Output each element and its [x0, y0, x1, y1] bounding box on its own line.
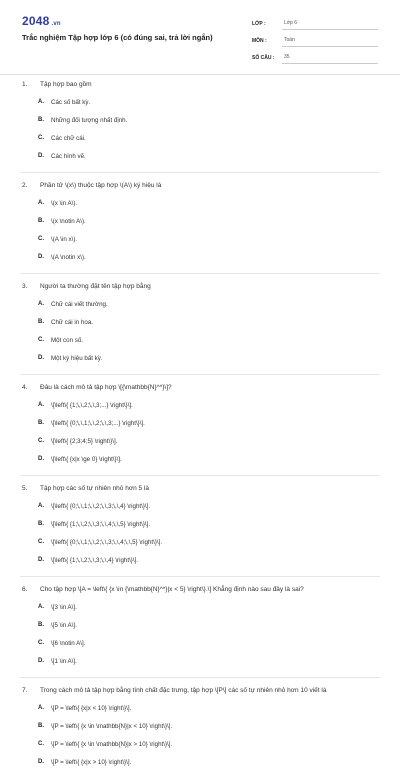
option-text: Các chữ cái.	[51, 135, 86, 142]
question-7	[0, 686, 400, 776]
answer-option-c[interactable]	[38, 336, 210, 345]
answer-option-b[interactable]	[38, 116, 210, 125]
option-letter: C.	[38, 135, 44, 141]
answer-option-a[interactable]	[38, 704, 210, 713]
question-text	[20, 80, 380, 89]
option-text: \[\left\{ {2;3;4;5} \right\}\].	[51, 438, 118, 445]
question-number: 6.	[22, 586, 28, 593]
option-text: \[\left\{ {0;\,\,1;\,\,2;\,\,3;\,\,4} \right\}\].	[51, 503, 151, 510]
question-divider	[20, 475, 380, 476]
option-text: Các số bất kỳ.	[51, 99, 91, 106]
question-body: Tập hợp các số tự nhiên nhỏ hơn 5 là	[40, 485, 149, 492]
question-5	[0, 484, 400, 577]
option-letter: C.	[38, 539, 44, 545]
option-letter: D.	[38, 658, 44, 664]
question-divider	[20, 576, 380, 577]
question-body: Tập hợp bao gồm	[40, 81, 92, 88]
option-letter: B.	[38, 218, 44, 224]
answer-option-c[interactable]	[38, 235, 210, 244]
answer-options	[20, 603, 380, 675]
answer-option-a[interactable]	[38, 502, 210, 511]
option-text: \[1 \in A\].	[51, 658, 77, 665]
option-text: Chữ cái in hoa.	[51, 319, 93, 326]
question-1	[0, 80, 400, 173]
answer-option-d[interactable]	[38, 758, 210, 767]
answer-option-a[interactable]	[38, 199, 210, 208]
logo-text: 2048	[22, 14, 50, 28]
option-letter: A.	[38, 705, 44, 711]
option-text: \[P = \left\{ {x|x < 10} \right\}\].	[51, 705, 132, 712]
answer-option-c[interactable]	[38, 538, 210, 547]
answer-option-d[interactable]	[38, 657, 210, 666]
option-letter: D.	[38, 456, 44, 462]
option-text: \(x \notin A\).	[51, 218, 86, 225]
meta-row-subject	[252, 30, 378, 47]
answer-option-a[interactable]	[38, 401, 210, 410]
meta-label: SỐ CÂU :	[252, 55, 275, 61]
option-letter: B.	[38, 723, 44, 729]
option-text: Chữ cái viết thường.	[51, 301, 108, 308]
option-letter: D.	[38, 254, 44, 260]
answer-option-b[interactable]	[38, 318, 210, 327]
question-text	[20, 686, 380, 695]
option-text: Những đối tượng nhất định.	[51, 117, 128, 124]
question-text	[20, 181, 380, 190]
question-text	[20, 383, 380, 392]
quiz-meta	[252, 13, 378, 64]
option-letter: D.	[38, 153, 44, 159]
question-body: Cho tập hợp \[A = \left\{ {x \in {\mathbb{N}^*}|x < 5} \right\}.\] Khẳng định nào sau đây là sai?	[40, 586, 304, 593]
option-text: Một ký hiệu bất kỳ.	[51, 355, 103, 362]
option-text: \[\left\{ {1;\,\,2;\,\,3;\,\,4} \right\}\].	[51, 557, 139, 564]
option-letter: B.	[38, 117, 44, 123]
option-letter: C.	[38, 438, 44, 444]
question-body: Người ta thường đặt tên tập hợp bằng	[40, 283, 151, 290]
answer-option-c[interactable]	[38, 740, 210, 749]
option-letter: A.	[38, 200, 44, 206]
answer-option-b[interactable]	[38, 520, 210, 529]
option-text: \[P = \left\{ {x|x > 10} \right\}\].	[51, 759, 132, 766]
option-text: \(A \in x\).	[51, 236, 78, 243]
option-text: \[\left\{ {1;\,\,2;\,\,3;\,\,4;\,\,5} \right\}\].	[51, 521, 151, 528]
option-text: \[\left\{ {1;\,\,2;\,\,3;...} \right\}\].	[51, 402, 133, 409]
option-letter: C.	[38, 236, 44, 242]
answer-option-a[interactable]	[38, 603, 210, 612]
answer-options	[20, 401, 380, 473]
meta-value: Lớp 6	[282, 20, 378, 30]
answer-option-d[interactable]	[38, 152, 210, 161]
option-letter: A.	[38, 604, 44, 610]
question-body: Trong cách mô tả tập hợp bằng tính chất đặc trưng, tập hợp \[P\] các số tự nhiên nhỏ hơn 10 viết là	[40, 687, 327, 694]
page-header	[0, 0, 400, 68]
logo-suffix: .vn	[51, 21, 61, 27]
option-letter: D.	[38, 557, 44, 563]
answer-option-a[interactable]	[38, 98, 210, 107]
question-4	[0, 383, 400, 476]
meta-value: 35	[282, 54, 378, 64]
answer-options	[20, 704, 380, 776]
question-number: 2.	[22, 182, 28, 189]
question-divider	[20, 273, 380, 274]
option-letter: A.	[38, 99, 44, 105]
question-text	[20, 484, 380, 493]
answer-option-d[interactable]	[38, 253, 210, 262]
option-letter: D.	[38, 759, 44, 765]
option-text: \[\left\{ {x|x \ge 0} \right\}\].	[51, 456, 122, 463]
question-number: 7.	[22, 687, 28, 694]
meta-label: MÔN :	[252, 38, 267, 44]
answer-option-b[interactable]	[38, 722, 210, 731]
meta-row-count	[252, 47, 378, 64]
answer-option-a[interactable]	[38, 300, 210, 309]
answer-option-c[interactable]	[38, 134, 210, 143]
question-text	[20, 282, 380, 291]
option-text: \[6 \notin A\].	[51, 640, 86, 647]
answer-option-d[interactable]	[38, 455, 210, 464]
answer-option-c[interactable]	[38, 437, 210, 446]
answer-options	[20, 300, 380, 372]
option-letter: B.	[38, 521, 44, 527]
question-divider	[20, 374, 380, 375]
option-text: \(x \in A\).	[51, 200, 78, 207]
option-text: \[P = \left\{ {x \in \mathbb{N}|x < 10} \right\}\].	[51, 723, 173, 730]
option-letter: B.	[38, 622, 44, 628]
option-text: \[5 \in A\].	[51, 622, 77, 629]
option-text: \[\left\{ {0;\,\,1;\,\,2;\,\,3;...} \right\}\].	[51, 420, 145, 427]
header-divider	[0, 74, 400, 75]
question-divider	[20, 677, 380, 678]
answer-option-b[interactable]	[38, 419, 210, 428]
option-letter: B.	[38, 420, 44, 426]
option-text: \[P = \left\{ {x \in \mathbb{N}|x > 10} \right\}\].	[51, 741, 173, 748]
question-divider	[20, 172, 380, 173]
answer-option-c[interactable]	[38, 639, 210, 648]
answer-options	[20, 199, 380, 271]
question-number: 4.	[22, 384, 28, 391]
answer-option-b[interactable]	[38, 217, 210, 226]
question-body: Đâu là cách mô tả tập hợp \[{\mathbb{N}^*}\]?	[40, 384, 172, 391]
question-number: 1.	[22, 81, 28, 88]
option-text: Một con số.	[51, 337, 83, 344]
meta-label: LỚP :	[252, 21, 266, 27]
option-text: \(A \notin x\).	[51, 254, 86, 261]
question-list	[0, 80, 400, 776]
question-number: 3.	[22, 283, 28, 290]
option-letter: B.	[38, 319, 44, 325]
option-text: \[3 \in A\].	[51, 604, 77, 611]
answer-option-b[interactable]	[38, 621, 210, 630]
option-letter: A.	[38, 301, 44, 307]
option-text: Các hình vẽ.	[51, 153, 86, 160]
meta-value: Toán	[282, 37, 378, 47]
option-letter: A.	[38, 503, 44, 509]
answer-options	[20, 98, 380, 170]
option-text: \[\left\{ {0;\,\,1;\,\,2;\,\,3;\,\,4;\,\,5} \right\}\].	[51, 539, 163, 546]
site-logo[interactable]	[22, 14, 61, 28]
option-letter: C.	[38, 741, 44, 747]
answer-options	[20, 502, 380, 574]
question-body: Phần tử \(x\) thuộc tập hợp \(A\) ký hiệu là	[40, 182, 162, 189]
meta-row-grade	[252, 13, 378, 30]
page-title: Trắc nghiệm Tập hợp lớp 6 (có đúng sai, trả lời ngắn)	[22, 33, 213, 42]
answer-option-d[interactable]	[38, 556, 210, 565]
question-text	[20, 585, 380, 594]
question-3	[0, 282, 400, 375]
question-6	[0, 585, 400, 678]
option-letter: C.	[38, 337, 44, 343]
option-letter: A.	[38, 402, 44, 408]
option-letter: D.	[38, 355, 44, 361]
answer-option-d[interactable]	[38, 354, 210, 363]
option-letter: C.	[38, 640, 44, 646]
question-number: 5.	[22, 485, 28, 492]
question-2	[0, 181, 400, 274]
